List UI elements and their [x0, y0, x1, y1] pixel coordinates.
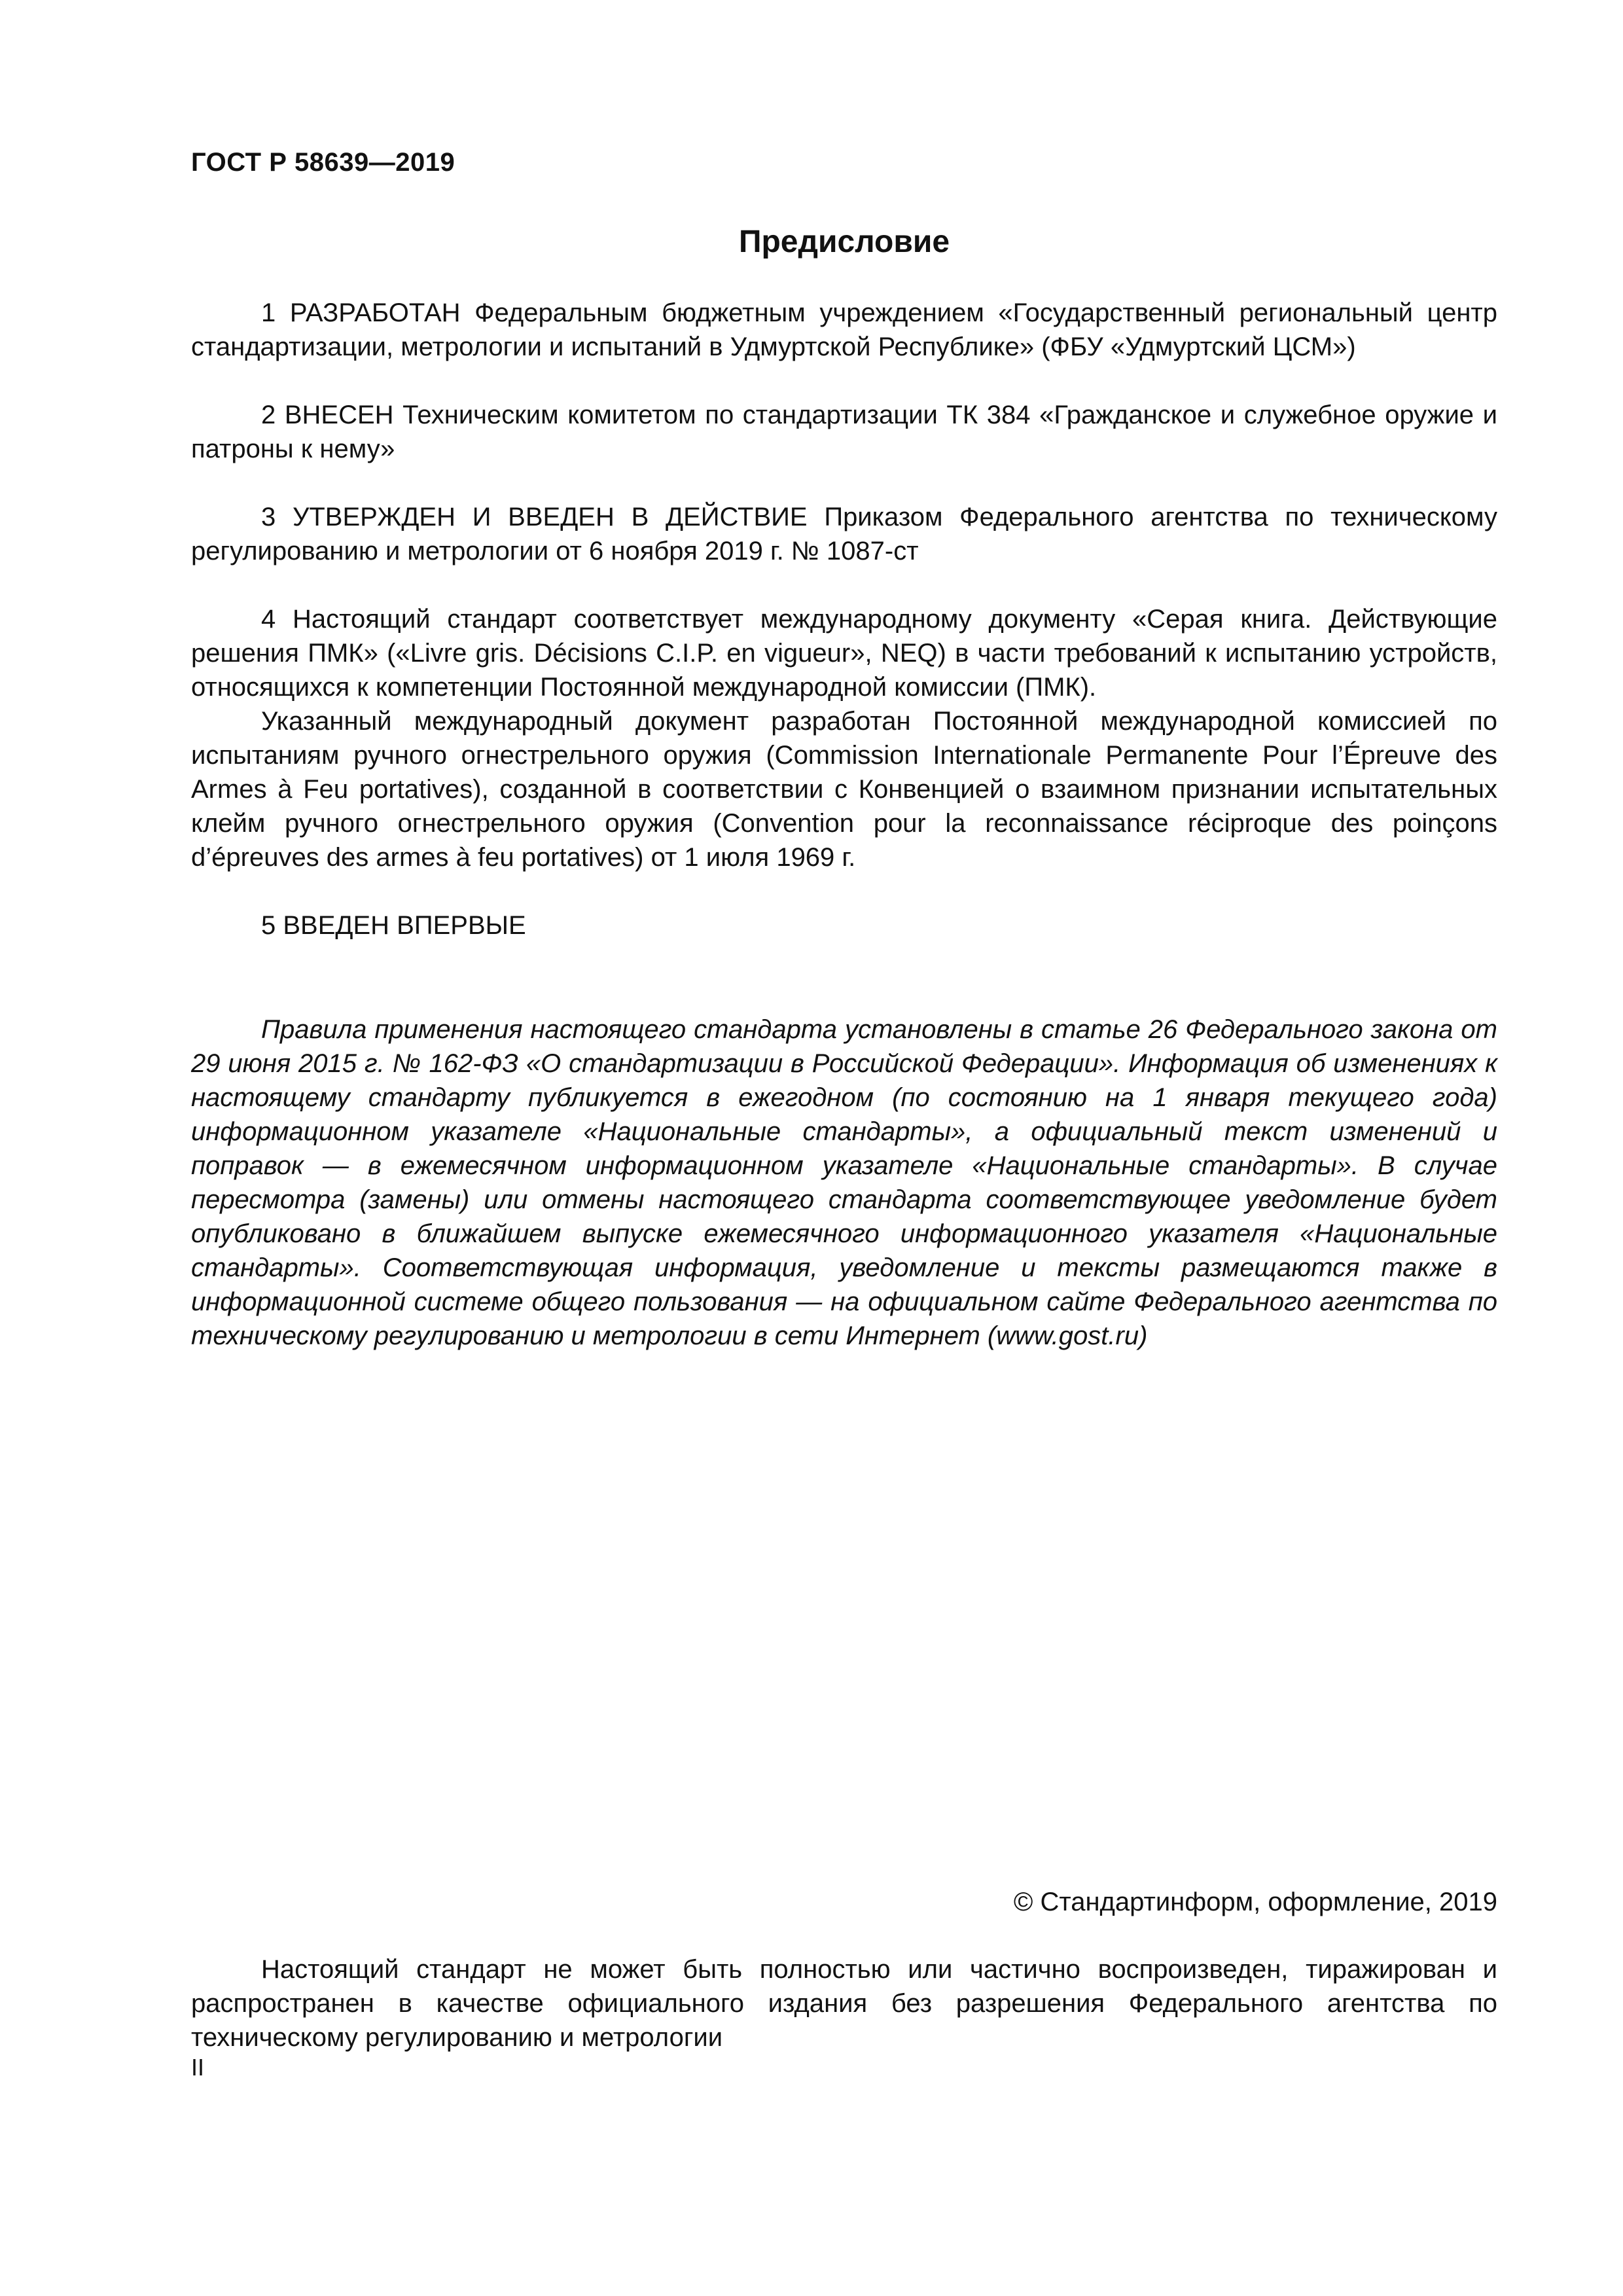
restriction-paragraph: Настоящий стандарт не может быть полностью или частично воспроизведен, тиражирован и распространен в качестве официального издания без разрешения Федерального агентства по техническому регулированию и метрологии	[191, 1955, 1497, 2052]
standard-designation: ГОСТ Р 58639—2019	[191, 148, 455, 177]
foreword-item-2: 2 ВНЕСЕН Техническим комитетом по стандартизации ТК 384 «Гражданское и служебное оружие и патроны к нему»	[191, 401, 1497, 463]
foreword-item-5: 5 ВВЕДЕН ВПЕРВЫЕ	[261, 911, 526, 940]
copyright-line: © Стандартинформ, оформление, 2019	[1013, 1888, 1497, 1916]
reproduction-restriction	[191, 1952, 1497, 2054]
page-title: Предисловие	[738, 224, 950, 259]
foreword-item-4: 4 Настоящий стандарт соответствует международному документу «Серая книга. Действующие решения ПМК» («Livre gris. Décisions C.I.P. en vigueur», NEQ) в части требований к испытанию устройств, относящихся к компетенции Постоянной международной комиссии (ПМК).	[191, 605, 1497, 702]
notice-paragraph: Правила применения настоящего стандарта установлены в статье 26 Федерального закона от 29 июня 2015 г. № 162-ФЗ «О стандартизации в Российской Федерации». Информация об изменениях к настоящему стандарту публикуется в ежегодном (по состоянию на 1 января текущего года) информационном указателе «Национальные стандарты», а официальный текст изменений и поправок — в ежемесячном информационном указателе «Национальные стандарты». В случае пересмотра (замены) или отмены настоящего стандарта соответствующее уведомление будет опубликовано в ближайшем выпуске ежемесячного информационного указателя «Национальные стандарты». Соответствующая информация, уведомление и тексты размещаются также в информационной системе общего пользования — на официальном сайте Федерального агентства по техническому регулированию и метрологии в сети Интернет (www.gost.ru)	[191, 1015, 1497, 1350]
foreword-item-1: 1 РАЗРАБОТАН Федеральным бюджетным учреждением «Государственный региональный центр стандартизации, метрологии и испытаний в Удмуртской Республике» (ФБУ «Удмуртский ЦСМ»)	[191, 298, 1497, 361]
foreword-item-3: 3 УТВЕРЖДЕН И ВВЕДЕН В ДЕЙСТВИЕ Приказом Федерального агентства по техническому регулированию и метрологии от 6 ноября 2019 г. № 1087-ст	[191, 503, 1497, 565]
application-rules-notice	[191, 1013, 1497, 1353]
page-number: II	[191, 2054, 205, 2081]
foreword-item-4-note: Указанный международный документ разработан Постоянной международной комиссией по испытаниям ручного огнестрельного оружия (Commission Internationale Permanente Pour l’Épreuve des Armes à Feu portatives), созданной в соответствии с Конвенцией о взаимном признании испытательных клейм ручного огнестрельного оружия (Convention pour la reconnaissance réciproque des poinçons d’épreuves des armes à feu portatives) от 1 июля 1969 г.	[191, 707, 1497, 872]
foreword-items	[191, 296, 1497, 942]
